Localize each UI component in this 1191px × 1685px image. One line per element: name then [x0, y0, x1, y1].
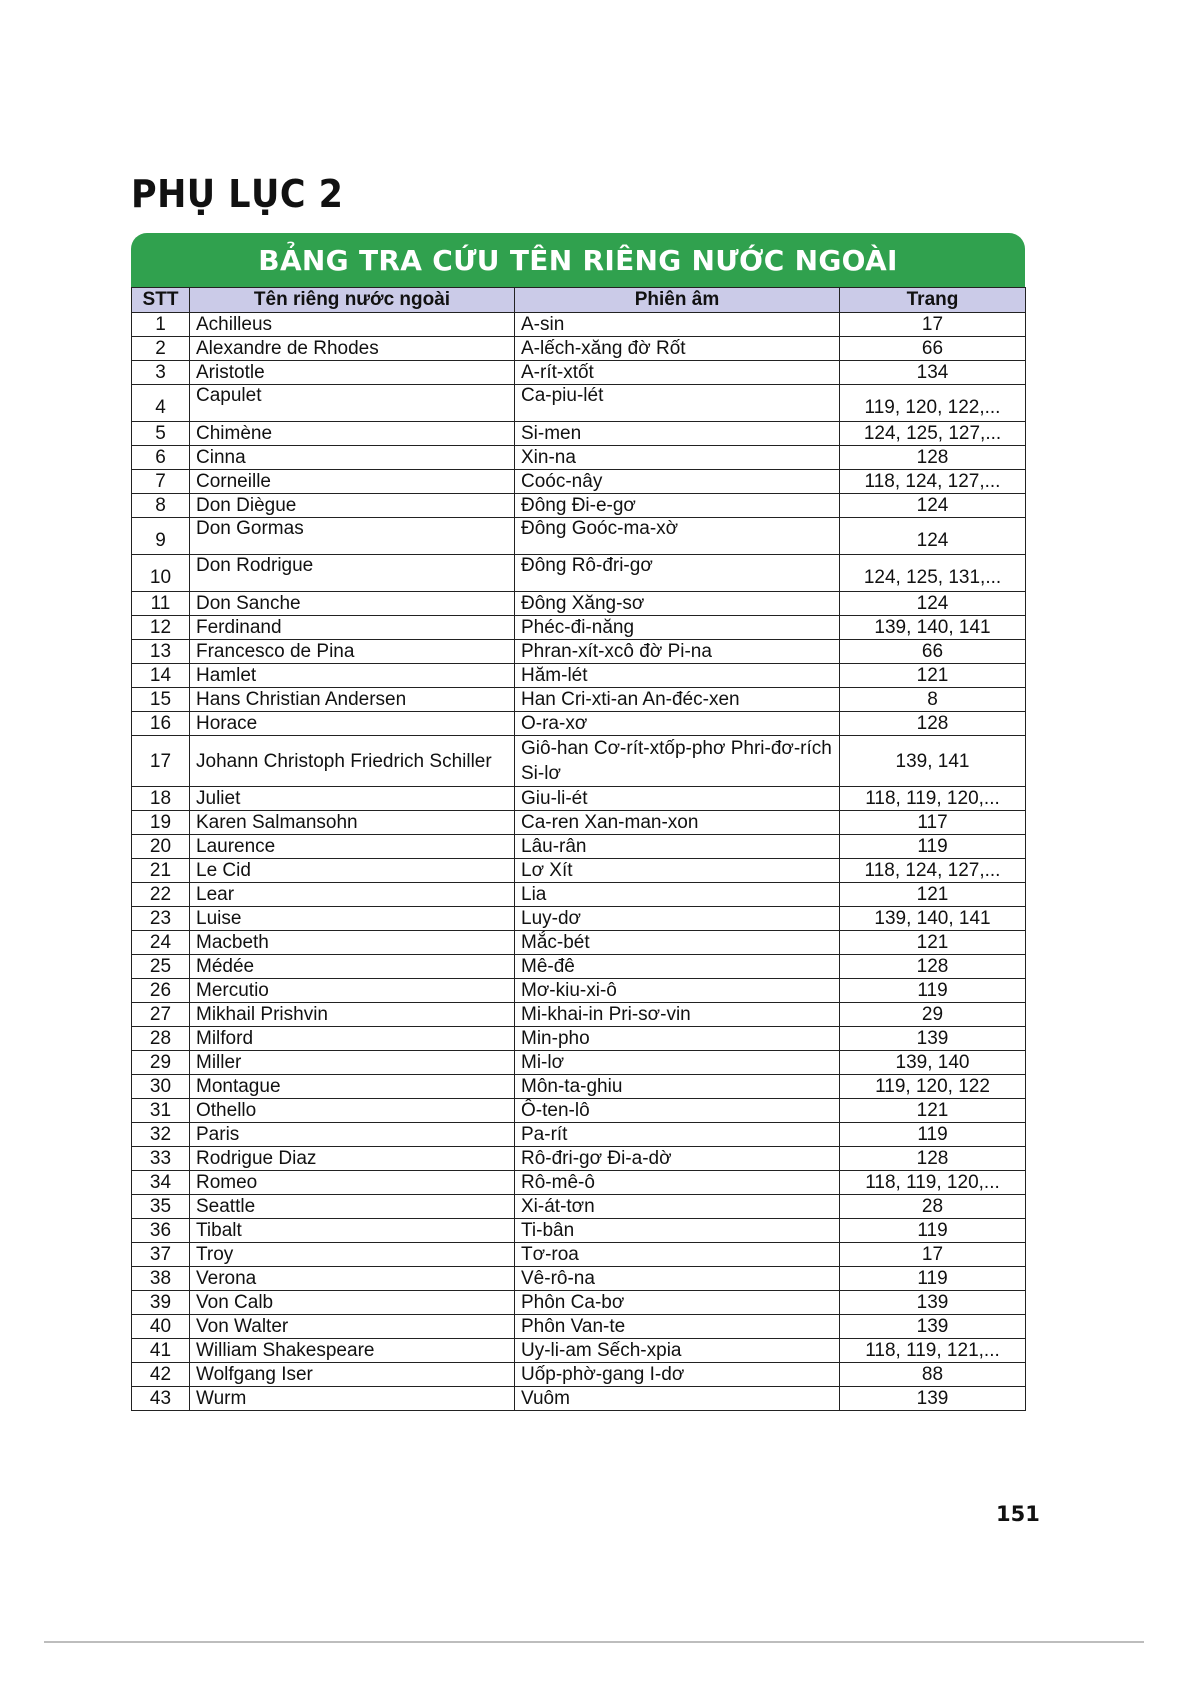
cell-name: Troy: [190, 1243, 515, 1267]
cell-pages: 117: [840, 811, 1026, 835]
cell-phonetic: Lia: [515, 883, 840, 907]
cell-name: Milford: [190, 1027, 515, 1051]
cell-stt: 6: [132, 446, 190, 470]
cell-name: Chimène: [190, 422, 515, 446]
table-row: [132, 883, 1026, 907]
cell-stt: 4: [132, 385, 190, 422]
cell-name: Rodrigue Diaz: [190, 1147, 515, 1171]
cell-pages: 128: [840, 712, 1026, 736]
table-row: [132, 470, 1026, 494]
table-row: [132, 931, 1026, 955]
cell-pages: 118, 119, 120,...: [840, 787, 1026, 811]
cell-pages: 139: [840, 1315, 1026, 1339]
cell-phonetic: Vê-rô-na: [515, 1267, 840, 1291]
cell-pages: 118, 124, 127,...: [840, 859, 1026, 883]
cell-phonetic: Mơ-kiu-xi-ô: [515, 979, 840, 1003]
cell-phonetic: Mi-khai-in Pri-sơ-vin: [515, 1003, 840, 1027]
cell-pages: 128: [840, 446, 1026, 470]
cell-phonetic: Phôn Van-te: [515, 1315, 840, 1339]
table-row: [132, 907, 1026, 931]
table-title: BẢNG TRA CỨU TÊN RIÊNG NƯỚC NGOÀI: [258, 243, 898, 277]
table-row: [132, 1003, 1026, 1027]
table-body: [132, 313, 1026, 1411]
cell-stt: 5: [132, 422, 190, 446]
table-row: [132, 1267, 1026, 1291]
cell-pages: 17: [840, 313, 1026, 337]
cell-phonetic: Rô-mê-ô: [515, 1171, 840, 1195]
cell-name: Capulet: [190, 385, 515, 422]
cell-pages: 124: [840, 494, 1026, 518]
column-header-pages: Trang: [840, 288, 1026, 313]
table-row: [132, 664, 1026, 688]
table-row: [132, 1339, 1026, 1363]
cell-phonetic: Ti-bân: [515, 1219, 840, 1243]
cell-phonetic: Phôn Ca-bơ: [515, 1291, 840, 1315]
cell-phonetic: Rô-đri-gơ Đi-a-dờ: [515, 1147, 840, 1171]
cell-phonetic: Pa-rít: [515, 1123, 840, 1147]
cell-pages: 119: [840, 1123, 1026, 1147]
table-row: [132, 446, 1026, 470]
cell-stt: 15: [132, 688, 190, 712]
table-row: [132, 736, 1026, 787]
cell-phonetic: Ô-ten-lô: [515, 1099, 840, 1123]
table-row: [132, 1075, 1026, 1099]
cell-stt: 17: [132, 736, 190, 787]
cell-stt: 13: [132, 640, 190, 664]
cell-stt: 12: [132, 616, 190, 640]
cell-stt: 31: [132, 1099, 190, 1123]
table-header-row: [132, 288, 1026, 313]
cell-phonetic: Môn-ta-ghiu: [515, 1075, 840, 1099]
cell-stt: 26: [132, 979, 190, 1003]
cell-phonetic: Uốp-phờ-gang I-dơ: [515, 1363, 840, 1387]
cell-pages: 17: [840, 1243, 1026, 1267]
cell-name: Luise: [190, 907, 515, 931]
cell-stt: 27: [132, 1003, 190, 1027]
cell-phonetic: Si-men: [515, 422, 840, 446]
cell-stt: 29: [132, 1051, 190, 1075]
cell-pages: 134: [840, 361, 1026, 385]
cell-pages: 118, 119, 121,...: [840, 1339, 1026, 1363]
cell-name: Achilleus: [190, 313, 515, 337]
cell-pages: 139: [840, 1027, 1026, 1051]
cell-pages: 119: [840, 979, 1026, 1003]
cell-phonetic: Han Cri-xti-an An-đéc-xen: [515, 688, 840, 712]
cell-name: Mikhail Prishvin: [190, 1003, 515, 1027]
cell-phonetic: Đông Xăng-sơ: [515, 592, 840, 616]
cell-name: Othello: [190, 1099, 515, 1123]
cell-name: Miller: [190, 1051, 515, 1075]
cell-stt: 22: [132, 883, 190, 907]
cell-stt: 39: [132, 1291, 190, 1315]
cell-pages: 66: [840, 640, 1026, 664]
table-row: [132, 592, 1026, 616]
table-row: [132, 361, 1026, 385]
cell-stt: 25: [132, 955, 190, 979]
cell-stt: 34: [132, 1171, 190, 1195]
cell-name: Juliet: [190, 787, 515, 811]
cell-stt: 20: [132, 835, 190, 859]
cell-pages: 118, 119, 120,...: [840, 1171, 1026, 1195]
cell-phonetic: Vuôm: [515, 1387, 840, 1411]
cell-stt: 19: [132, 811, 190, 835]
cell-pages: 88: [840, 1363, 1026, 1387]
cell-phonetic: Giô-han Cơ-rít-xtốp-phơ Phri-đơ-rích Si-lơ: [515, 736, 840, 787]
cell-name: William Shakespeare: [190, 1339, 515, 1363]
cell-pages: 28: [840, 1195, 1026, 1219]
cell-phonetic: Ca-ren Xan-man-xon: [515, 811, 840, 835]
cell-name: Lear: [190, 883, 515, 907]
cell-stt: 23: [132, 907, 190, 931]
table-row: [132, 640, 1026, 664]
table-row: [132, 385, 1026, 422]
cell-phonetic: Lơ Xít: [515, 859, 840, 883]
column-header-phonetic: Phiên âm: [515, 288, 840, 313]
cell-stt: 41: [132, 1339, 190, 1363]
cell-stt: 35: [132, 1195, 190, 1219]
cell-pages: 139, 140, 141: [840, 907, 1026, 931]
table-row: [132, 313, 1026, 337]
cell-pages: 121: [840, 664, 1026, 688]
table-row: [132, 1291, 1026, 1315]
table-row: [132, 422, 1026, 446]
cell-name: Le Cid: [190, 859, 515, 883]
cell-pages: 139, 140: [840, 1051, 1026, 1075]
column-header-stt: STT: [132, 288, 190, 313]
cell-phonetic: Xi-át-tơn: [515, 1195, 840, 1219]
cell-name: Horace: [190, 712, 515, 736]
cell-pages: 119: [840, 1219, 1026, 1243]
cell-stt: 9: [132, 518, 190, 555]
cell-name: Paris: [190, 1123, 515, 1147]
table-row: [132, 859, 1026, 883]
cell-name: Romeo: [190, 1171, 515, 1195]
table-row: [132, 1123, 1026, 1147]
cell-phonetic: Min-pho: [515, 1027, 840, 1051]
cell-name: Laurence: [190, 835, 515, 859]
cell-name: Montague: [190, 1075, 515, 1099]
cell-stt: 1: [132, 313, 190, 337]
column-header-name: Tên riêng nước ngoài: [190, 288, 515, 313]
cell-pages: 124: [840, 592, 1026, 616]
cell-phonetic: Đông Rô-đri-gơ: [515, 555, 840, 592]
cell-pages: 119: [840, 1267, 1026, 1291]
cell-name: Hans Christian Andersen: [190, 688, 515, 712]
cell-phonetic: A-lếch-xăng đờ Rốt: [515, 337, 840, 361]
table-row: [132, 1195, 1026, 1219]
cell-name: Don Diègue: [190, 494, 515, 518]
cell-pages: 139: [840, 1291, 1026, 1315]
cell-stt: 11: [132, 592, 190, 616]
cell-phonetic: Đông Goóc-ma-xờ: [515, 518, 840, 555]
cell-pages: 119, 120, 122: [840, 1075, 1026, 1099]
table-row: [132, 712, 1026, 736]
table-row: [132, 1051, 1026, 1075]
cell-stt: 42: [132, 1363, 190, 1387]
cell-name: Hamlet: [190, 664, 515, 688]
cell-phonetic: Phran-xít-xcô đờ Pi-na: [515, 640, 840, 664]
cell-stt: 30: [132, 1075, 190, 1099]
cell-phonetic: O-ra-xơ: [515, 712, 840, 736]
cell-pages: 139, 140, 141: [840, 616, 1026, 640]
table-row: [132, 337, 1026, 361]
table-row: [132, 494, 1026, 518]
cell-name: Macbeth: [190, 931, 515, 955]
cell-phonetic: Lâu-rân: [515, 835, 840, 859]
cell-phonetic: A-sin: [515, 313, 840, 337]
cell-stt: 10: [132, 555, 190, 592]
cell-stt: 16: [132, 712, 190, 736]
cell-name: Don Gormas: [190, 518, 515, 555]
table-row: [132, 811, 1026, 835]
cell-pages: 8: [840, 688, 1026, 712]
cell-phonetic: Phéc-đi-năng: [515, 616, 840, 640]
cell-name: Ferdinand: [190, 616, 515, 640]
cell-name: Karen Salmansohn: [190, 811, 515, 835]
table-row: [132, 688, 1026, 712]
cell-pages: 29: [840, 1003, 1026, 1027]
cell-stt: 21: [132, 859, 190, 883]
cell-pages: 128: [840, 955, 1026, 979]
cell-name: Aristotle: [190, 361, 515, 385]
cell-stt: 24: [132, 931, 190, 955]
cell-stt: 8: [132, 494, 190, 518]
cell-name: Seattle: [190, 1195, 515, 1219]
table-row: [132, 1099, 1026, 1123]
table-row: [132, 1219, 1026, 1243]
cell-pages: 119, 120, 122,...: [840, 385, 1026, 422]
cell-name: Don Sanche: [190, 592, 515, 616]
cell-pages: 121: [840, 883, 1026, 907]
cell-pages: 121: [840, 931, 1026, 955]
cell-stt: 33: [132, 1147, 190, 1171]
cell-stt: 32: [132, 1123, 190, 1147]
cell-phonetic: Ca-piu-lét: [515, 385, 840, 422]
cell-name: Cinna: [190, 446, 515, 470]
cell-name: Tibalt: [190, 1219, 515, 1243]
cell-stt: 36: [132, 1219, 190, 1243]
table-row: [132, 1027, 1026, 1051]
cell-name: Verona: [190, 1267, 515, 1291]
cell-phonetic: Mi-lơ: [515, 1051, 840, 1075]
table-row: [132, 835, 1026, 859]
table-row: [132, 1315, 1026, 1339]
cell-phonetic: Mắc-bét: [515, 931, 840, 955]
table-title-bar: [131, 233, 1025, 287]
cell-name: Francesco de Pina: [190, 640, 515, 664]
cell-stt: 2: [132, 337, 190, 361]
cell-pages: 121: [840, 1099, 1026, 1123]
table-row: [132, 1243, 1026, 1267]
footer-divider: [44, 1641, 1144, 1643]
cell-pages: 66: [840, 337, 1026, 361]
cell-pages: 119: [840, 835, 1026, 859]
cell-pages: 128: [840, 1147, 1026, 1171]
cell-stt: 18: [132, 787, 190, 811]
table-row: [132, 616, 1026, 640]
cell-pages: 139, 141: [840, 736, 1026, 787]
cell-stt: 28: [132, 1027, 190, 1051]
cell-pages: 124, 125, 127,...: [840, 422, 1026, 446]
cell-phonetic: Luy-dơ: [515, 907, 840, 931]
foreign-names-table: [131, 287, 1026, 1411]
cell-phonetic: Đông Đi-e-gơ: [515, 494, 840, 518]
cell-name: Don Rodrigue: [190, 555, 515, 592]
cell-name: Alexandre de Rhodes: [190, 337, 515, 361]
cell-phonetic: Hăm-lét: [515, 664, 840, 688]
table-row: [132, 518, 1026, 555]
cell-phonetic: Tơ-roa: [515, 1243, 840, 1267]
table-row: [132, 1363, 1026, 1387]
cell-pages: 124, 125, 131,...: [840, 555, 1026, 592]
cell-name: Mercutio: [190, 979, 515, 1003]
cell-stt: 3: [132, 361, 190, 385]
cell-phonetic: Xin-na: [515, 446, 840, 470]
page-number: 151: [996, 1502, 1040, 1526]
table-row: [132, 979, 1026, 1003]
page-title: PHỤ LỤC 2: [131, 172, 344, 216]
cell-name: Corneille: [190, 470, 515, 494]
cell-stt: 43: [132, 1387, 190, 1411]
table-row: [132, 1387, 1026, 1411]
cell-name: Wolfgang Iser: [190, 1363, 515, 1387]
cell-stt: 14: [132, 664, 190, 688]
cell-name: Médée: [190, 955, 515, 979]
cell-name: Von Walter: [190, 1315, 515, 1339]
table-row: [132, 555, 1026, 592]
cell-stt: 38: [132, 1267, 190, 1291]
cell-pages: 124: [840, 518, 1026, 555]
cell-phonetic: A-rít-xtốt: [515, 361, 840, 385]
cell-name: Von Calb: [190, 1291, 515, 1315]
cell-stt: 40: [132, 1315, 190, 1339]
cell-phonetic: Giu-li-ét: [515, 787, 840, 811]
cell-phonetic: Coóc-nây: [515, 470, 840, 494]
table-row: [132, 787, 1026, 811]
cell-phonetic: Uy-li-am Sếch-xpia: [515, 1339, 840, 1363]
cell-pages: 139: [840, 1387, 1026, 1411]
table-row: [132, 1147, 1026, 1171]
cell-pages: 118, 124, 127,...: [840, 470, 1026, 494]
cell-stt: 7: [132, 470, 190, 494]
cell-phonetic: Mê-đê: [515, 955, 840, 979]
table-row: [132, 955, 1026, 979]
table-row: [132, 1171, 1026, 1195]
cell-name: Wurm: [190, 1387, 515, 1411]
cell-name: Johann Christoph Friedrich Schiller: [190, 736, 515, 787]
cell-stt: 37: [132, 1243, 190, 1267]
